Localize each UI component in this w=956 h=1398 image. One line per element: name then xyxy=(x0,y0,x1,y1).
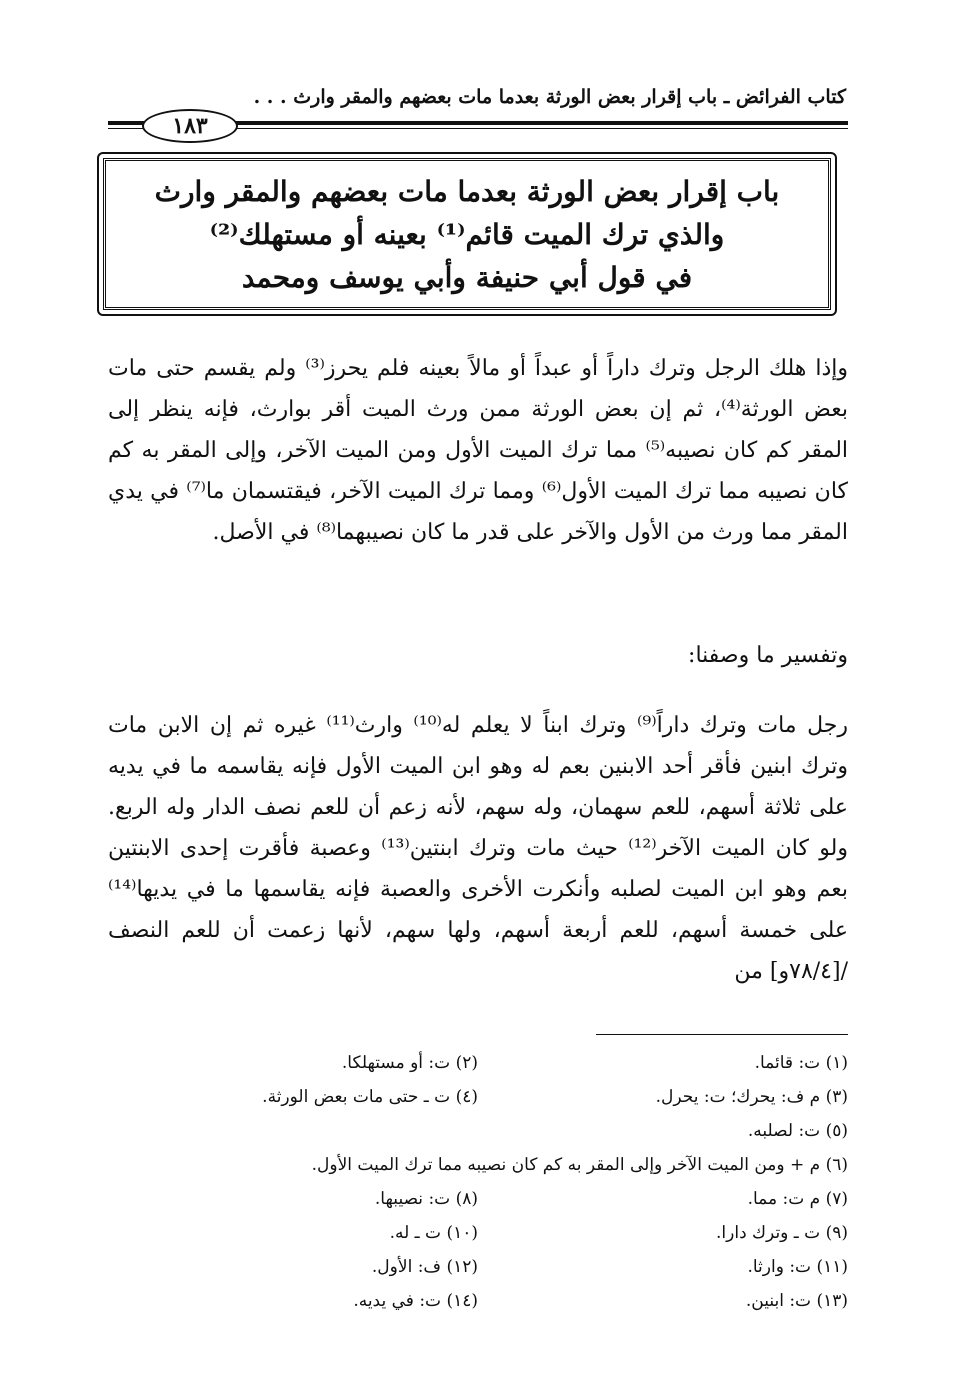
footnote-7: (٧) م ت: مما. xyxy=(747,1189,848,1209)
footnote-1: (١) ت: قائما. xyxy=(754,1053,848,1073)
body-paragraph-1: وإذا هلك الرجل وترك داراً أو عبداً أو مالاً بعينه فلم يحرز⁽³⁾ ولم يقسم حتى مات بعض الورثة⁽⁴⁾، ثم إن بعض الورثة ممن ورث الميت أقر بوارث، فإنه ينظر إلى المقر كم كان نصيبه⁽⁵⁾ مما ترك الميت الأول ومن الميت الآخر، وإلى المقر به كم كان نصيبه مما ترك الميت الأول⁽⁶⁾ ومما ترك الميت الآخر، فيقتسمان ما⁽⁷⁾ في يدي المقر مما ورث من الأول والآخر على قدر ما كان نصيبهما⁽⁸⁾ في الأصل. xyxy=(108,356,849,545)
footnote-4: (٤) ت ـ حتى مات بعض الورثة. xyxy=(262,1087,478,1107)
footnote-10: (١٠) ت ـ له. xyxy=(389,1223,478,1243)
footnote-11: (١١) ت: وارثا. xyxy=(747,1257,848,1277)
footnote-3: (٣) م ف: يحرك؛ ت: يحرل. xyxy=(655,1087,848,1107)
body-paragraph-3: رجل مات وترك داراً⁽⁹⁾ وترك ابناً لا يعلم له⁽¹⁰⁾ وارث⁽¹¹⁾ غيره ثم إن الابن مات وترك ابنين فأقر أحد الابنين بعم له وهو ابن الميت الأول فإنه يقاسمه ما في يديه على ثلاثة أسهم، للعم سهمان، وله سهم، لأنه زعم أن للعم نصف الدار وله الربع. ولو كان الميت الآخر⁽¹²⁾ حيث مات وترك ابنتين⁽¹³⁾ وعصبة فأقرت إحدى الابنتين بعم وهو ابن الميت لصلبه وأنكرت الأخرى والعصبة فإنه يقاسمها ما في يديها⁽¹⁴⁾ على خمسة أسهم، للعم أربعة أسهم، ولها سهم، لأنها زعمت أن للعم النصف /[٧٨/٤و] من xyxy=(108,713,848,984)
footnote-5: (٥) ت: لصلبه. xyxy=(747,1121,848,1141)
footnote-row xyxy=(108,1114,848,1148)
footnotes xyxy=(108,1046,848,1318)
footnote-row xyxy=(108,1182,848,1216)
chapter-title-frame xyxy=(97,152,837,316)
footnote-row xyxy=(108,1216,848,1250)
footnote-8: (٨) ت: نصيبها. xyxy=(374,1189,478,1209)
running-header: كتاب الفرائض ـ باب إقرار بعض الورثة بعدما مات بعضهم والمقر وارث . . . xyxy=(253,86,846,108)
footnote-6: (٦) م + ومن الميت الآخر وإلى المقر به كم كان نصيبه مما ترك الميت الأول. xyxy=(311,1155,848,1175)
chapter-title-line-3: في قول أبي حنيفة وأبي يوسف ومحمد xyxy=(241,260,693,294)
body-paragraph-2: وتفسير ما وصفنا: xyxy=(688,643,848,668)
footnote-12: (١٢) ف: الأول. xyxy=(371,1257,478,1277)
footnote-14: (١٤) ت: في يديه. xyxy=(353,1291,478,1311)
footnote-9: (٩) ت ـ وترك دارا. xyxy=(716,1223,848,1243)
footnote-row xyxy=(108,1148,848,1182)
chapter-title-line-2: والذي ترك الميت قائم⁽¹⁾ بعينه أو مستهلك⁽²⁾ xyxy=(209,217,725,251)
page-number: ١٨٣ xyxy=(142,109,238,143)
footnote-row xyxy=(108,1250,848,1284)
footnote-row xyxy=(108,1284,848,1318)
footnote-2: (٢) ت: أو مستهلكا. xyxy=(341,1053,478,1073)
chapter-title-inner-frame xyxy=(103,158,831,310)
footnote-13: (١٣) ت: ابنين. xyxy=(745,1291,848,1311)
footnote-row xyxy=(108,1080,848,1114)
chapter-title-line-1: باب إقرار بعض الورثة بعدما مات بعضهم والمقر وارث xyxy=(154,174,780,208)
footnote-separator xyxy=(596,1034,848,1035)
footnote-row xyxy=(108,1046,848,1080)
